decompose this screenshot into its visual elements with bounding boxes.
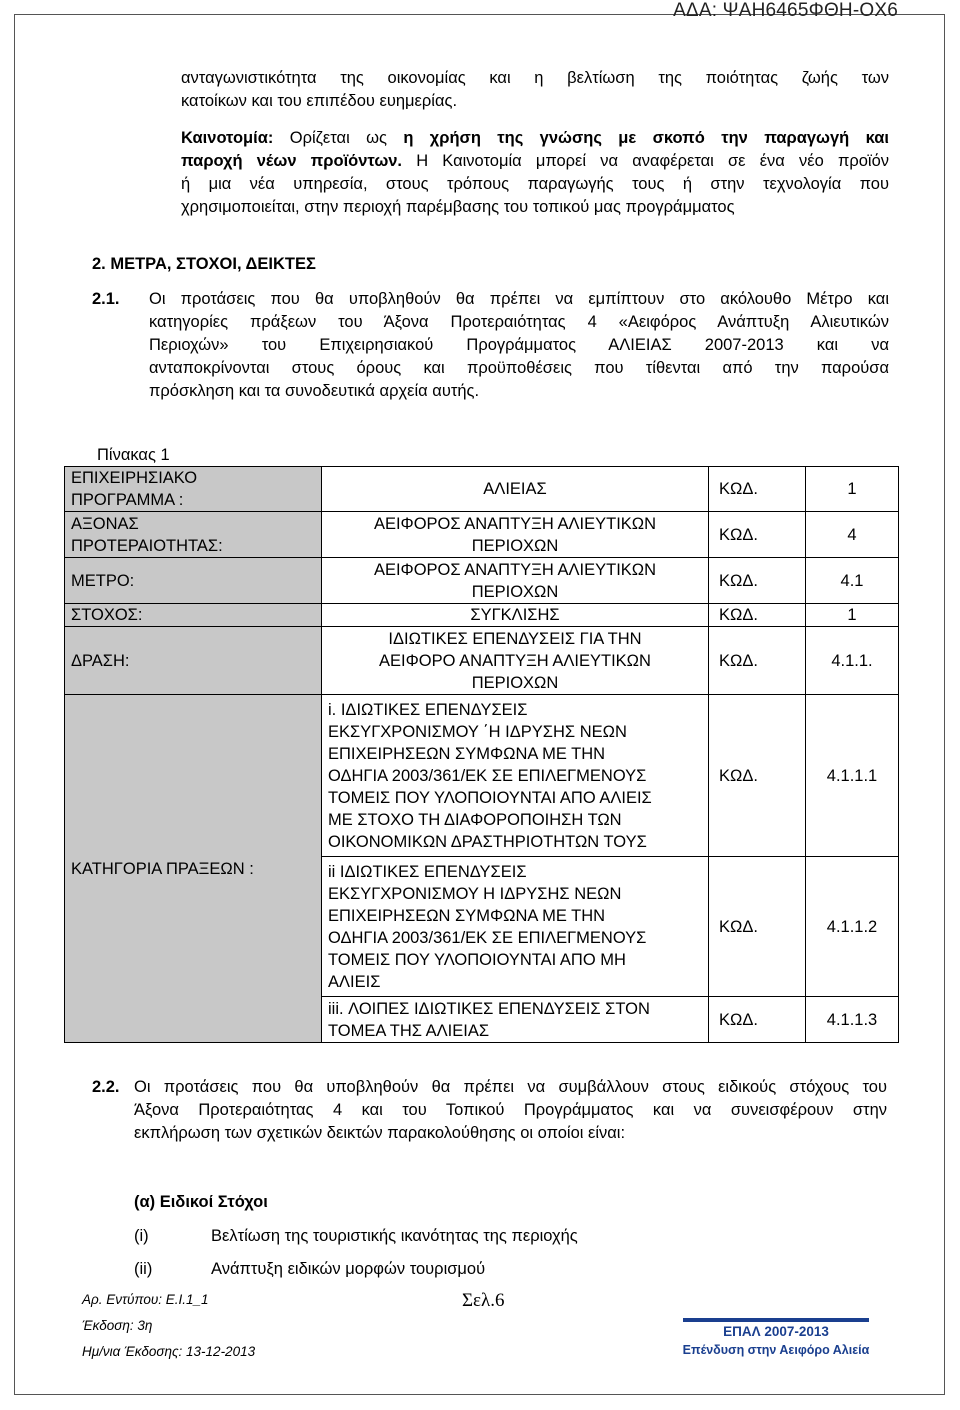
para-2-2 [134,1076,887,1145]
para-2-1 [149,288,889,403]
code-value: 1 [806,604,899,627]
table-caption: Πίνακας 1 [97,446,170,464]
text-line: Οι προτάσεις που θα υποβληθούν θα πρέπει να συμβάλλουν στους ειδικούς στόχους του [134,1078,887,1096]
goal-text: Ανάπτυξη ειδικών μορφών τουρισμού [211,1260,486,1278]
text-span: Η Καινοτομία μπορεί να αναφέρεται σε ένα νέο προϊόν [402,152,889,170]
table-row-axis [65,512,899,558]
row-value: iii. ΛΟΙΠΕΣ ΙΔΙΩΤΙΚΕΣ ΕΠΕΝΔΥΣΕΙΣ ΣΤΟΝ ΤΟΜΕΑ ΤΗΣ ΑΛΙΕΙΑΣ [322,997,709,1043]
code-label: ΚΩΔ. [709,604,806,627]
code-label: ΚΩΔ. [709,997,806,1043]
text-line: πρόσκληση και τα συνοδευτικά αρχεία αυτής. [149,382,480,400]
intro-paragraph [181,67,889,113]
code-label: ΚΩΔ. [709,512,806,558]
row-value: ΑΕΙΦΟΡΟΣ ΑΝΑΠΤΥΞΗ ΑΛΙΕΥΤΙΚΩΝ ΠΕΡΙΟΧΩΝ [322,558,709,604]
measures-table [64,466,899,1043]
row-value: ΑΕΙΦΟΡΟΣ ΑΝΑΠΤΥΞΗ ΑΛΙΕΥΤΙΚΩΝ ΠΕΡΙΟΧΩΝ [322,512,709,558]
code-value: 4 [806,512,899,558]
logo-title: ΕΠΑΛ 2007-2013 [723,1324,829,1339]
text-line: κατοίκων και του επιπέδου ευημερίας. [181,92,458,110]
edition: Έκδοση: 3η [82,1318,153,1333]
text-line: ανταγωνιστικότητα της οικονομίας και η βελτίωση της ποιότητας ζωής των [181,69,889,87]
row-label: ΜΕΤΡΟ: [65,558,322,604]
text-line [181,127,889,150]
code-label: ΚΩΔ. [709,627,806,695]
epal-logo [665,1318,887,1357]
form-number: Αρ. Εντύπου: Ε.Ι.1_1 [82,1292,209,1307]
innovation-term: Καινοτομία: [181,129,274,147]
code-value: 1 [806,467,899,512]
code-value: 4.1.1.3 [806,997,899,1043]
logo-subtitle: Επένδυση στην Αειφόρο Αλιεία [682,1343,870,1357]
text-line: κατηγορίες πράξεων του Άξονα Προτεραιότητας 4 «Αειφόρος Ανάπτυξη Αλιευτικών [149,313,889,331]
text-span: Ορίζεται ως [273,129,404,147]
row-label: ΣΤΟΧΟΣ: [65,604,322,627]
section-heading: 2. ΜΕΤΡΑ, ΣΤΟΧΟΙ, ΔΕΙΚΤΕΣ [92,255,316,273]
text-line: χρησιμοποιείται, στην περιοχή παρέμβασης του τοπικού μας προγράμματος [181,198,735,216]
code-value: 4.1.1. [806,627,899,695]
row-label: ΚΑΤΗΓΟΡΙΑ ΠΡΑΞΕΩΝ : [65,695,322,1043]
page-number: Σελ.6 [462,1290,505,1311]
text-line [181,150,889,173]
row-label: ΔΡΑΣΗ: [65,627,322,695]
issue-date: Ημ/νια Έκδοσης: 13-12-2013 [82,1344,256,1359]
goal-text: Βελτίωση της τουριστικής ικανότητας της περιοχής [211,1227,578,1245]
table-row-measure [65,558,899,604]
goal-number: (ii) [134,1260,153,1278]
para-number: 2.2. [92,1078,120,1096]
text-line: Οι προτάσεις που θα υποβληθούν θα πρέπει να εμπίπτουν στο ακόλουθο Μέτρο και [149,290,889,308]
innovation-definition: η χρήση της γνώσης με σκοπό την παραγωγή και [403,129,890,147]
text-line: ή μια νέα υπηρεσία, στους τρόπους παραγωγής τους ή στην τεχνολογία που [181,175,889,193]
text-line: Περιοχών» του Επιχειρησιακού Προγράμματος ΑΛΙΕΙΑΣ 2007-2013 και να [149,336,889,354]
code-value: 4.1.1.1 [806,695,899,857]
code-label: ΚΩΔ. [709,467,806,512]
ada-code: ΑΔΑ: ΨΑΗ6465ΦΘΗ-ΟΧ6 [673,0,898,21]
row-value: ΑΛΙΕΙΑΣ [322,467,709,512]
code-label: ΚΩΔ. [709,695,806,857]
row-value: ii ΙΔΙΩΤΙΚΕΣ ΕΠΕΝΔΥΣΕΙΣ ΕΚΣΥΓΧΡΟΝΙΣΜΟΥ Η ΙΔΡΥΣΗΣ ΝΕΩΝ ΕΠΙΧΕΙΡΗΣΕΩΝ ΣΥΜΦΩΝΑ ΜΕ ΤΗΝ ΟΔΗΓΙΑ 2003/361/ΕΚ ΣΕ ΕΠΙΛΕΓΜΕΝΟΥΣ ΤΟΜΕΙΣ ΠΟΥ ΥΛΟΠΟΙΟΥΝΤΑΙ ΑΠΟ ΜΗ ΑΛΙΕΙΣ [322,857,709,997]
row-value: i. ΙΔΙΩΤΙΚΕΣ ΕΠΕΝΔΥΣΕΙΣ ΕΚΣΥΓΧΡΟΝΙΣΜΟΥ ΄Η ΙΔΡΥΣΗΣ ΝΕΩΝ ΕΠΙΧΕΙΡΗΣΕΩΝ ΣΥΜΦΩΝΑ ΜΕ ΤΗΝ ΟΔΗΓΙΑ 2003/361/ΕΚ ΣΕ ΕΠΙΛΕΓΜΕΝΟΥΣ ΤΟΜΕΙΣ ΠΟΥ ΥΛΟΠΟΙΟΥΝΤΑΙ ΑΠΟ ΑΛΙΕΙΣ ΜΕ ΣΤΟΧΟ ΤΗ ΔΙΑΦΟΡΟΠΟΙΗΣΗ ΤΩΝ ΟΙΚΟΝΟΜΙΚΩΝ ΔΡΑΣΤΗΡΙΟΤΗΤΩΝ ΤΟΥΣ [322,695,709,857]
text-line: εκπλήρωση των σχετικών δεικτών παρακολούθησης οι οποίοι είναι: [134,1124,626,1142]
table-row-goal [65,604,899,627]
row-value: ΣΥΓΚΛΙΣΗΣ [322,604,709,627]
goal-number: (i) [134,1227,149,1245]
logo-bar [683,1318,869,1322]
text-line: Άξονα Προτεραιότητας 4 και του Τοπικού Προγράμματος και να συνεισφέρουν στην [134,1101,887,1119]
code-value: 4.1 [806,558,899,604]
innovation-definition-cont: παροχή νέων προϊόντων. [181,152,403,170]
innovation-paragraph [181,127,889,219]
row-value: ΙΔΙΩΤΙΚΕΣ ΕΠΕΝΔΥΣΕΙΣ ΓΙΑ ΤΗΝ ΑΕΙΦΟΡΟ ΑΝΑΠΤΥΞΗ ΑΛΙΕΥΤΙΚΩΝ ΠΕΡΙΟΧΩΝ [322,627,709,695]
code-label: ΚΩΔ. [709,558,806,604]
row-label: ΕΠΙΧΕΙΡΗΣΙΑΚΟ ΠΡΟΓΡΑΜΜΑ : [65,467,322,512]
para-number: 2.1. [92,290,120,308]
row-label: ΑΞΟΝΑΣ ΠΡΟΤΕΡΑΙΟΤΗΤΑΣ: [65,512,322,558]
table-row-action [65,627,899,695]
text-line: ανταποκρίνονται στους όρους και προϋποθέσεις που τίθενται από την παρούσα [149,359,889,377]
code-value: 4.1.1.2 [806,857,899,997]
specific-goals-heading: (α) Ειδικοί Στόχοι [134,1193,268,1211]
table-row-programme [65,467,899,512]
code-label: ΚΩΔ. [709,857,806,997]
table-row-category-1 [65,695,899,857]
